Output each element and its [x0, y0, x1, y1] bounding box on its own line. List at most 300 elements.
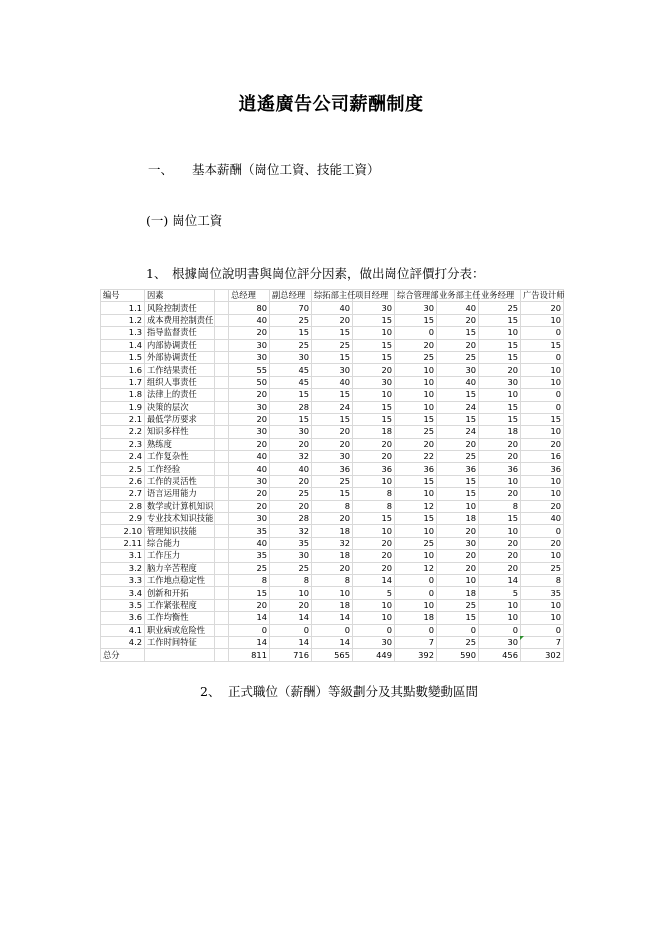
- table-cell: 10: [395, 525, 437, 537]
- table-cell: 15: [479, 351, 521, 363]
- table-cell: 30: [270, 550, 312, 562]
- table-cell: 10: [353, 599, 395, 611]
- cell-comment-marker: [520, 636, 524, 640]
- table-cell: 法律上的责任: [145, 389, 215, 401]
- table-cell: 30: [229, 351, 270, 363]
- table-cell: 35: [229, 550, 270, 562]
- table-cell: 449: [353, 649, 395, 661]
- table-cell: 熟练度: [145, 438, 215, 450]
- table-row: [101, 587, 564, 599]
- table-cell: 外部协调责任: [145, 351, 215, 363]
- table-cell: 15: [353, 513, 395, 525]
- table-cell: 综合能力: [145, 537, 215, 549]
- table-cell: 工作经验: [145, 463, 215, 475]
- table-cell: 总经理: [229, 290, 270, 302]
- table-cell: 36: [437, 463, 479, 475]
- table-cell: 20: [437, 550, 479, 562]
- table-cell: [215, 636, 229, 648]
- table-cell: 30: [395, 302, 437, 314]
- table-cell: 565: [312, 649, 353, 661]
- table-cell: 10: [521, 550, 564, 562]
- table-cell: 业务部主任: [437, 290, 479, 302]
- table-cell: 25: [437, 451, 479, 463]
- table-cell: 8: [521, 574, 564, 586]
- table-cell: 25: [521, 562, 564, 574]
- paragraph-text: 正式職位（薪酬）等級劃分及其點數變動區間: [228, 684, 479, 699]
- table-cell: 20: [395, 438, 437, 450]
- table-cell: 0: [353, 624, 395, 636]
- table-cell: 36: [312, 463, 353, 475]
- table-cell: 20: [479, 451, 521, 463]
- table-cell: 4.1: [101, 624, 145, 636]
- table-cell: 40: [437, 302, 479, 314]
- table-cell: 14: [312, 636, 353, 648]
- table-cell: [215, 339, 229, 351]
- table-cell: [215, 475, 229, 487]
- table-cell: 25: [229, 562, 270, 574]
- table-cell: 管理知识技能: [145, 525, 215, 537]
- table-cell: 专业技术知识技能: [145, 513, 215, 525]
- table-cell: 副总经理: [270, 290, 312, 302]
- table-cell: [215, 438, 229, 450]
- table-cell: 3.5: [101, 599, 145, 611]
- table-row: [101, 500, 564, 512]
- table-cell: 工作压力: [145, 550, 215, 562]
- table-cell: 18: [312, 525, 353, 537]
- table-cell: 20: [270, 500, 312, 512]
- table-cell: 25: [395, 426, 437, 438]
- table-cell: 1.8: [101, 389, 145, 401]
- table-cell: 28: [270, 401, 312, 413]
- table-cell: 20: [395, 339, 437, 351]
- table-cell: 15: [353, 339, 395, 351]
- table-cell: 10: [521, 376, 564, 388]
- table-row: [101, 550, 564, 562]
- table-cell: 30: [479, 376, 521, 388]
- subsection-heading-post-wage: (一) 崗位工資: [146, 213, 223, 228]
- table-cell: 20: [312, 438, 353, 450]
- table-cell: 20: [521, 537, 564, 549]
- table-cell: 8: [312, 500, 353, 512]
- table-cell: 14: [479, 574, 521, 586]
- table-cell: 8: [229, 574, 270, 586]
- table-cell: 10: [479, 525, 521, 537]
- table-cell: 80: [229, 302, 270, 314]
- table-cell: 10: [270, 587, 312, 599]
- table-cell: 20: [479, 537, 521, 549]
- table-cell: 20: [312, 513, 353, 525]
- table-cell: 20: [479, 550, 521, 562]
- table-cell: 语言运用能力: [145, 488, 215, 500]
- table-cell: 25: [437, 351, 479, 363]
- table-cell: [215, 562, 229, 574]
- table-cell: 15: [521, 413, 564, 425]
- table-cell: 15: [437, 475, 479, 487]
- section-heading-basic-salary: [148, 160, 380, 178]
- table-cell: 2.7: [101, 488, 145, 500]
- table-cell: 14: [270, 612, 312, 624]
- table-cell: 10: [521, 364, 564, 376]
- table-cell: 0: [521, 401, 564, 413]
- table-cell: 综合管理部: [395, 290, 437, 302]
- table-cell: 7: [521, 636, 564, 648]
- table-cell: 20: [521, 438, 564, 450]
- table-cell: 10: [395, 364, 437, 376]
- table-row: [101, 475, 564, 487]
- table-cell: 20: [229, 413, 270, 425]
- table-cell: 10: [353, 475, 395, 487]
- table-cell: 2.3: [101, 438, 145, 450]
- table-cell: 70: [270, 302, 312, 314]
- table-cell: 0: [521, 624, 564, 636]
- table-cell: 1.6: [101, 364, 145, 376]
- table-cell: 45: [270, 364, 312, 376]
- table-cell: 10: [312, 587, 353, 599]
- table-cell: 1.1: [101, 302, 145, 314]
- table-row: [101, 513, 564, 525]
- table-cell: 14: [312, 612, 353, 624]
- table-row: [101, 327, 564, 339]
- paragraph-grade-division: [200, 682, 478, 700]
- table-cell: 风险控制责任: [145, 302, 215, 314]
- table-cell: 2.6: [101, 475, 145, 487]
- table-cell: 编号: [101, 290, 145, 302]
- table-cell: 15: [270, 413, 312, 425]
- table-cell: 30: [229, 475, 270, 487]
- table-cell: 14: [229, 636, 270, 648]
- table-cell: 0: [270, 624, 312, 636]
- table-row: [101, 574, 564, 586]
- table-cell: 15: [270, 389, 312, 401]
- table-cell: 811: [229, 649, 270, 661]
- table-row: [101, 302, 564, 314]
- table-cell: 25: [437, 599, 479, 611]
- table-cell: 45: [270, 376, 312, 388]
- table-cell: 0: [521, 351, 564, 363]
- table-cell: 10: [521, 488, 564, 500]
- table-cell: 0: [395, 327, 437, 339]
- table-cell: 25: [437, 636, 479, 648]
- table-cell: 3.4: [101, 587, 145, 599]
- table-row: [101, 488, 564, 500]
- table-cell: 15: [395, 513, 437, 525]
- table-cell: 10: [521, 612, 564, 624]
- table-cell: 10: [437, 500, 479, 512]
- table-cell: 20: [521, 302, 564, 314]
- table-cell: 30: [270, 426, 312, 438]
- table-cell: [215, 314, 229, 326]
- table-cell: 20: [353, 550, 395, 562]
- table-cell: [215, 290, 229, 302]
- table-cell: [215, 389, 229, 401]
- table-cell: 32: [312, 537, 353, 549]
- table-cell: 18: [312, 550, 353, 562]
- table-cell: 20: [437, 314, 479, 326]
- table-cell: 302: [521, 649, 564, 661]
- table-cell: 15: [312, 327, 353, 339]
- table-cell: 20: [437, 438, 479, 450]
- table-cell: 3.3: [101, 574, 145, 586]
- table-cell: 25: [312, 475, 353, 487]
- table-cell: 10: [395, 550, 437, 562]
- table-cell: 20: [229, 438, 270, 450]
- table-cell: 25: [479, 302, 521, 314]
- table-cell: [215, 376, 229, 388]
- table-cell: 12: [395, 562, 437, 574]
- table-cell: [215, 426, 229, 438]
- table-cell: 30: [437, 364, 479, 376]
- table-cell: 2.1: [101, 413, 145, 425]
- table-cell: 10: [479, 327, 521, 339]
- table-cell: 8: [270, 574, 312, 586]
- table-cell: 0: [395, 587, 437, 599]
- table-cell: 0: [395, 624, 437, 636]
- table-row: [101, 525, 564, 537]
- table-cell: 成本费用控制责任: [145, 314, 215, 326]
- table-cell: 15: [521, 339, 564, 351]
- table-cell: 30: [229, 426, 270, 438]
- table-cell: [215, 649, 229, 661]
- table-cell: 20: [353, 562, 395, 574]
- table-cell: 2.2: [101, 426, 145, 438]
- table-cell: [215, 537, 229, 549]
- table-cell: [215, 302, 229, 314]
- table-cell: 40: [229, 314, 270, 326]
- table-cell: 7: [395, 636, 437, 648]
- table-cell: 0: [521, 525, 564, 537]
- table-cell: 15: [353, 314, 395, 326]
- table-cell: 综拓部主任: [312, 290, 353, 302]
- table-cell: 最低学历要求: [145, 413, 215, 425]
- table-cell: 25: [270, 488, 312, 500]
- table-cell: 18: [395, 612, 437, 624]
- table-cell: 0: [229, 624, 270, 636]
- table-cell: 10: [479, 599, 521, 611]
- table-cell: 15: [479, 401, 521, 413]
- table-cell: 40: [229, 451, 270, 463]
- table-cell: 30: [229, 401, 270, 413]
- table-cell: [215, 587, 229, 599]
- paragraph-text: 根據崗位說明書與崗位評分因素，做出崗位評價打分表：: [172, 266, 485, 281]
- table-cell: 22: [395, 451, 437, 463]
- table-cell: [215, 550, 229, 562]
- table-cell: 15: [437, 389, 479, 401]
- table-row: [101, 562, 564, 574]
- table-cell: 15: [312, 389, 353, 401]
- table-cell: 1.5: [101, 351, 145, 363]
- table-cell: 10: [353, 525, 395, 537]
- table-cell: 10: [521, 426, 564, 438]
- table-cell: 4.2: [101, 636, 145, 648]
- table-cell: 20: [229, 599, 270, 611]
- table-cell: 392: [395, 649, 437, 661]
- table-cell: 决策的层次: [145, 401, 215, 413]
- table-cell: 716: [270, 649, 312, 661]
- table-cell: 12: [395, 500, 437, 512]
- table-cell: 工作均衡性: [145, 612, 215, 624]
- table-cell: 24: [312, 401, 353, 413]
- table-cell: 15: [395, 413, 437, 425]
- table-cell: 30: [229, 339, 270, 351]
- table-cell: 30: [437, 537, 479, 549]
- table-cell: 项目经理: [353, 290, 395, 302]
- table-cell: 20: [521, 500, 564, 512]
- table-cell: 18: [353, 426, 395, 438]
- table-cell: 20: [479, 562, 521, 574]
- table-row: [101, 451, 564, 463]
- table-row: [101, 413, 564, 425]
- table-cell: 15: [353, 351, 395, 363]
- table-cell: 15: [395, 314, 437, 326]
- table-cell: [215, 401, 229, 413]
- section-text: 基本薪酬（崗位工資、技能工資）: [192, 162, 380, 177]
- table-row: [101, 438, 564, 450]
- table-cell: 10: [479, 389, 521, 401]
- post-evaluation-table: [100, 289, 564, 662]
- table-cell: 25: [312, 339, 353, 351]
- table-cell: 业务经理: [479, 290, 521, 302]
- table-cell: 20: [270, 475, 312, 487]
- table-row: [101, 376, 564, 388]
- table-cell: 14: [270, 636, 312, 648]
- table-cell: 工作地点稳定性: [145, 574, 215, 586]
- table-cell: 36: [479, 463, 521, 475]
- table-cell: 36: [353, 463, 395, 475]
- table-cell: 55: [229, 364, 270, 376]
- table-cell: 总分: [101, 649, 145, 661]
- table-cell: 3.6: [101, 612, 145, 624]
- table-cell: 20: [437, 525, 479, 537]
- table-cell: 2.8: [101, 500, 145, 512]
- table-cell: 职业病或危险性: [145, 624, 215, 636]
- table-cell: 10: [353, 327, 395, 339]
- table-cell: 10: [479, 475, 521, 487]
- table-cell: 32: [270, 451, 312, 463]
- table-cell: 广告设计师: [521, 290, 564, 302]
- table-cell: 30: [270, 351, 312, 363]
- table-cell: 30: [479, 636, 521, 648]
- table-cell: 18: [437, 587, 479, 599]
- table-cell: 15: [479, 413, 521, 425]
- table-cell: 10: [395, 401, 437, 413]
- table-cell: 20: [312, 314, 353, 326]
- table-cell: 10: [437, 574, 479, 586]
- table-cell: 工作结果责任: [145, 364, 215, 376]
- table-cell: 8: [312, 574, 353, 586]
- table-cell: 15: [353, 401, 395, 413]
- table-row: [101, 389, 564, 401]
- table-cell: 20: [270, 599, 312, 611]
- table-cell: 24: [437, 426, 479, 438]
- table-cell: 15: [479, 513, 521, 525]
- table-cell: 28: [270, 513, 312, 525]
- table-cell: 10: [479, 612, 521, 624]
- table-cell: 8: [353, 488, 395, 500]
- table-cell: [215, 513, 229, 525]
- table-cell: [215, 463, 229, 475]
- table-cell: 50: [229, 376, 270, 388]
- table-cell: 0: [479, 624, 521, 636]
- table-row: [101, 599, 564, 611]
- table-cell: 2.11: [101, 537, 145, 549]
- table-cell: 30: [312, 451, 353, 463]
- paragraph-evaluation-intro: [146, 264, 485, 282]
- table-cell: 创新和开拓: [145, 587, 215, 599]
- table-cell: 40: [437, 376, 479, 388]
- table-cell: 2.5: [101, 463, 145, 475]
- table-cell: [215, 624, 229, 636]
- table-cell: 35: [521, 587, 564, 599]
- table-cell: 15: [312, 351, 353, 363]
- table-cell: 0: [521, 389, 564, 401]
- table-cell: [215, 500, 229, 512]
- table-cell: 20: [437, 562, 479, 574]
- table-cell: 10: [395, 376, 437, 388]
- table-cell: 20: [312, 426, 353, 438]
- table-row: [101, 351, 564, 363]
- table-cell: 1.4: [101, 339, 145, 351]
- table-cell: 30: [353, 376, 395, 388]
- table-cell: 25: [270, 339, 312, 351]
- table-cell: 15: [312, 488, 353, 500]
- table-cell: 14: [229, 612, 270, 624]
- table-cell: 数学或计算机知识: [145, 500, 215, 512]
- table-cell: 36: [521, 463, 564, 475]
- table-cell: 18: [437, 513, 479, 525]
- table-cell: 0: [395, 574, 437, 586]
- table-cell: 10: [521, 475, 564, 487]
- table-cell: 40: [312, 302, 353, 314]
- table-cell: [215, 599, 229, 611]
- table-cell: 16: [521, 451, 564, 463]
- table-cell: 2.4: [101, 451, 145, 463]
- table-total-row: [101, 649, 564, 661]
- table-cell: 1.7: [101, 376, 145, 388]
- table-cell: 8: [479, 500, 521, 512]
- table-cell: 1.9: [101, 401, 145, 413]
- table-cell: 工作时间特征: [145, 636, 215, 648]
- table-cell: 35: [229, 525, 270, 537]
- table-cell: 590: [437, 649, 479, 661]
- table-cell: 20: [229, 389, 270, 401]
- table-cell: 20: [353, 438, 395, 450]
- table-cell: [145, 649, 215, 661]
- table-cell: 20: [479, 488, 521, 500]
- table-cell: 3.2: [101, 562, 145, 574]
- table-cell: 20: [229, 327, 270, 339]
- table-header-row: [101, 290, 564, 302]
- table-cell: 25: [270, 562, 312, 574]
- table-cell: 30: [312, 364, 353, 376]
- table-cell: 0: [312, 624, 353, 636]
- table-row: [101, 612, 564, 624]
- table-cell: 组织人事责任: [145, 376, 215, 388]
- table-row: [101, 364, 564, 376]
- table-cell: 知识多样性: [145, 426, 215, 438]
- table-cell: 25: [395, 351, 437, 363]
- section-number: 一、: [148, 162, 174, 177]
- table-cell: 工作的灵活性: [145, 475, 215, 487]
- table-cell: 15: [437, 413, 479, 425]
- table-cell: 工作复杂性: [145, 451, 215, 463]
- table-cell: 5: [479, 587, 521, 599]
- table-cell: 30: [229, 513, 270, 525]
- table-cell: 15: [229, 587, 270, 599]
- table-cell: 20: [229, 500, 270, 512]
- table-cell: 指导监督责任: [145, 327, 215, 339]
- table-cell: 2.9: [101, 513, 145, 525]
- table-cell: 0: [521, 327, 564, 339]
